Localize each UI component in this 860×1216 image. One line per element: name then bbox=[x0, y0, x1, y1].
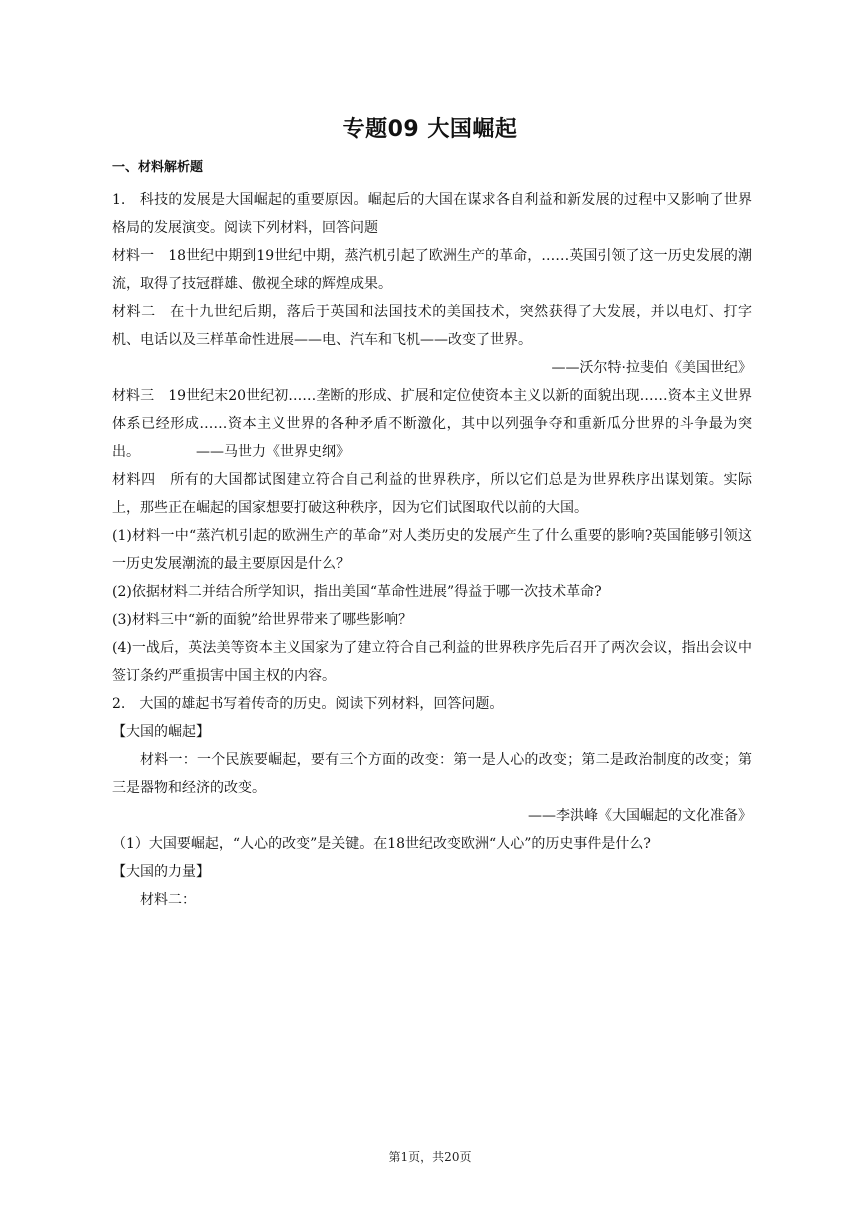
page-footer: 第1页，共20页 bbox=[388, 1150, 472, 1164]
question-1-sub-4: (4)一战后，英法美等资本主义国家为了建立符合自己利益的世界秩序先后召开了两次会议，指出会议中签订条约严重损害中国主权的内容。 bbox=[112, 640, 752, 684]
question-1-sub-3: (3)材料三中“新的面貌”给世界带来了哪些影响？ bbox=[112, 612, 413, 628]
question-2-material-2: 材料二： bbox=[140, 892, 196, 908]
question-1-material-1: 材料一 18世纪中期到19世纪中期，蒸汽机引起了欧洲生产的革命，……英国引领了这一历史发展的潮流，取得了技冠群雄、傲视全球的辉煌成果。 bbox=[112, 248, 752, 292]
page-title: 专题09 大国崛起 bbox=[342, 117, 518, 142]
question-2-material-1-source: ——李洪峰《大国崛起的文化准备》 bbox=[528, 808, 752, 824]
question-1-material-2: 材料二 在十九世纪后期，落后于英国和法国技术的美国技术，突然获得了大发展，并以电灯、打字机、电话以及三样革命性进展——电、汽车和飞机——改变了世界。 bbox=[112, 304, 752, 348]
question-1-stem: 1. 科技的发展是大国崛起的重要原因。崛起后的大国在谋求各自利益和新发展的过程中又影响了世界格局的发展演变。阅读下列材料，回答问题 bbox=[112, 192, 752, 236]
question-2-stem: 2. 大国的雄起书写着传奇的历史。阅读下列材料，回答问题。 bbox=[112, 696, 504, 712]
question-2-sub-1: （1）大国要崛起，“人心的改变”是关键。在18世纪改变欧洲“人心”的历史事件是什么? bbox=[112, 836, 651, 852]
question-1-material-3 bbox=[112, 382, 752, 466]
question-1-material-3-source: ——马世力《世界史纲》 bbox=[196, 444, 350, 460]
question-2-heading-rise: 【大国的崛起】 bbox=[112, 724, 210, 740]
question-1-material-3-text: 材料三 19世纪末20世纪初……垄断的形成、扩展和定位使资本主义以新的面貌出现……资本主义世界体系已经形成……资本主义世界的各种矛盾不断激化，其中以列强争夺和重新瓜分世界的斗争最为突出。 bbox=[112, 388, 752, 460]
document-body bbox=[112, 156, 752, 914]
section-heading: 一、材料解析题 bbox=[112, 160, 204, 175]
question-1-material-2-source: ——沃尔特·拉斐伯《美国世纪》 bbox=[551, 360, 752, 376]
question-2-heading-power: 【大国的力量】 bbox=[112, 864, 210, 880]
question-1-material-4: 材料四 所有的大国都试图建立符合自己利益的世界秩序，所以它们总是为世界秩序出谋划策。实际上，那些正在崛起的国家想要打破这种秩序，因为它们试图取代以前的大国。 bbox=[112, 472, 752, 516]
question-1-sub-2: (2)依据材料二并结合所学知识，指出美国“革命性进展”得益于哪一次技术革命? bbox=[112, 584, 602, 600]
question-1-sub-1: (1)材料一中“蒸汽机引起的欧洲生产的革命”对人类历史的发展产生了什么重要的影响?英国能够引领这一历史发展潮流的最主要原因是什么？ bbox=[112, 528, 752, 572]
question-2-material-1: 材料一：一个民族要崛起，要有三个方面的改变：第一是人心的改变；第二是政治制度的改变；第三是器物和经济的改变。 bbox=[112, 752, 752, 796]
